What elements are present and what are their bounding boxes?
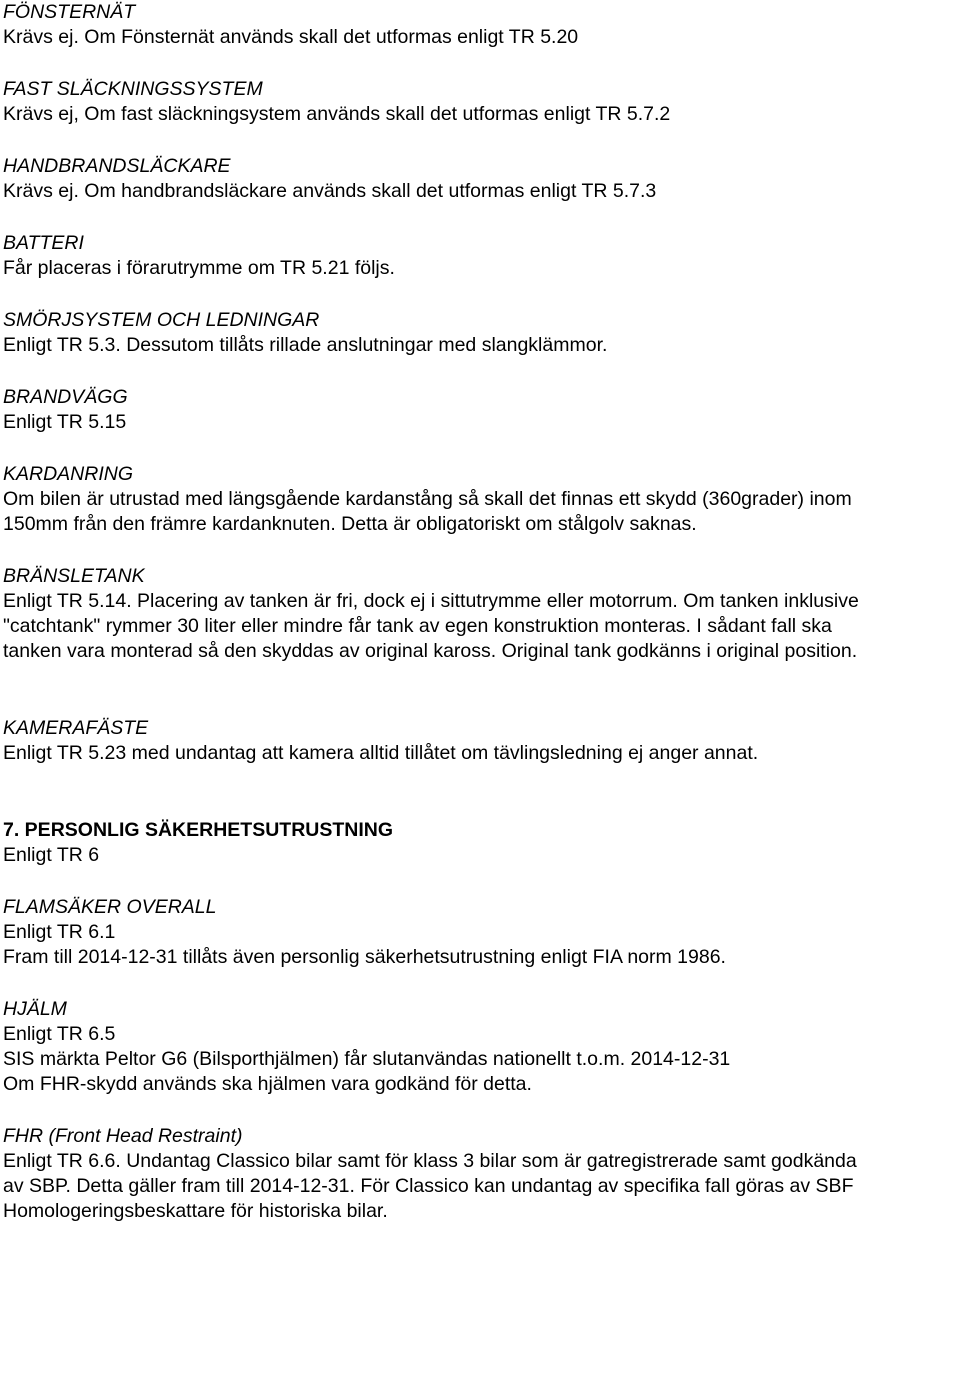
- section-text: Krävs ej, Om fast släckningsystem används skall det utformas enligt TR 5.7.2: [3, 103, 671, 125]
- chapter-personlig-sakerhetsutrustning: [3, 818, 958, 868]
- document-page: [3, 0, 958, 1224]
- section-text: 150mm från den främre kardanknuten. Detta är obligatoriskt om stålgolv saknas.: [3, 513, 697, 535]
- section-text: Enligt TR 5.15: [3, 411, 127, 433]
- section-handbrandslackare: [3, 154, 958, 204]
- section-heading: BRANDVÄGG: [3, 386, 128, 408]
- section-hjalm: [3, 997, 958, 1097]
- section-text: av SBP. Detta gäller fram till 2014-12-31. För Classico kan undantag av specifika fall göras av SBF: [3, 1175, 854, 1197]
- chapter-text: Enligt TR 6: [3, 844, 100, 866]
- section-text: Fram till 2014-12-31 tillåts även personlig säkerhetsutrustning enligt FIA norm 1986.: [3, 946, 726, 968]
- section-text: Får placeras i förarutrymme om TR 5.21 följs.: [3, 257, 395, 279]
- section-heading: BATTERI: [3, 232, 84, 254]
- section-heading: BRÄNSLETANK: [3, 565, 145, 587]
- section-heading: HJÄLM: [3, 998, 67, 1020]
- section-batteri: [3, 231, 958, 281]
- section-heading: HANDBRANDSLÄCKARE: [3, 155, 231, 177]
- section-text: Enligt TR 5.23 med undantag att kamera alltid tillåtet om tävlingsledning ej anger annat.: [3, 742, 759, 764]
- section-text: Enligt TR 6.6. Undantag Classico bilar samt för klass 3 bilar som är gatregistrerade samt godkända: [3, 1150, 857, 1172]
- section-kamerafaste: [3, 716, 958, 766]
- section-heading: FHR (Front Head Restraint): [3, 1125, 243, 1147]
- section-fast-sleckningssystem: [3, 77, 958, 127]
- section-heading: SMÖRJSYSTEM OCH LEDNINGAR: [3, 309, 320, 331]
- section-flamsaker-overall: [3, 895, 958, 970]
- section-bransletank: [3, 564, 958, 664]
- section-text: Enligt TR 5.14. Placering av tanken är fri, dock ej i sittutrymme eller motorrum. Om tanken inklusive: [3, 590, 859, 612]
- section-heading: FLAMSÄKER OVERALL: [3, 896, 217, 918]
- section-heading: KARDANRING: [3, 463, 134, 485]
- section-fonsternat: [3, 0, 958, 50]
- section-brandvagg: [3, 385, 958, 435]
- section-text: tanken vara monterad så den skyddas av original kaross. Original tank godkänns i original position.: [3, 640, 858, 662]
- chapter-heading: 7. PERSONLIG SÄKERHETSUTRUSTNING: [3, 819, 394, 841]
- section-text: Enligt TR 5.3. Dessutom tillåts rillade anslutningar med slangklämmor.: [3, 334, 608, 356]
- section-text: Om bilen är utrustad med längsgående kardanstång så skall det finnas ett skydd (360grader) inom: [3, 488, 852, 510]
- section-kardanring: [3, 462, 958, 537]
- section-fhr: [3, 1124, 958, 1224]
- section-text: Enligt TR 6.5: [3, 1023, 116, 1045]
- section-text: SIS märkta Peltor G6 (Bilsporthjälmen) får slutanvändas nationellt t.o.m. 2014-12-31: [3, 1048, 731, 1070]
- section-text: Krävs ej. Om handbrandsläckare används skall det utformas enligt TR 5.7.3: [3, 180, 657, 202]
- section-text: "catchtank" rymmer 30 liter eller mindre får tank av egen konstruktion monteras. I sådant fall ska: [3, 615, 832, 637]
- section-text: Homologeringsbeskattare för historiska bilar.: [3, 1200, 388, 1222]
- section-text: Krävs ej. Om Fönsternät används skall det utformas enligt TR 5.20: [3, 26, 579, 48]
- section-text: Om FHR-skydd används ska hjälmen vara godkänd för detta.: [3, 1073, 532, 1095]
- section-heading: FÖNSTERNÄT: [3, 1, 136, 23]
- section-text: Enligt TR 6.1: [3, 921, 116, 943]
- section-smorjsystem: [3, 308, 958, 358]
- section-heading: KAMERAFÄSTE: [3, 717, 149, 739]
- section-heading: FAST SLÄCKNINGSSYSTEM: [3, 78, 263, 100]
